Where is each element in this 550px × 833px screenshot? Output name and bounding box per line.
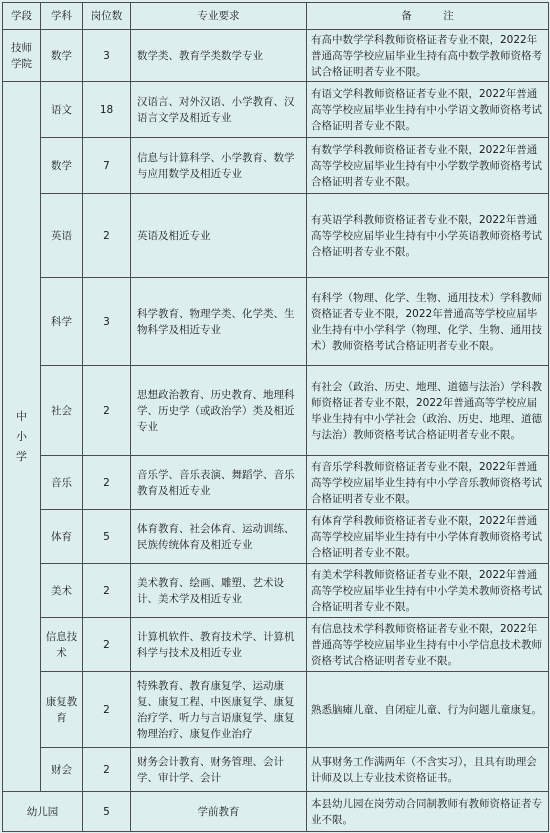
subject-cell: 科学 bbox=[41, 278, 83, 366]
requirement-cell: 特殊教育、教育康复学、运动康复、康复工程、中医康复学、康复治疗学、听力与言语康复学、康复物理治疗、康复作业治疗 bbox=[131, 672, 307, 748]
note-cell: 本县幼儿园在岗劳动合同制教师有教师资格证者专业不限。 bbox=[307, 792, 549, 832]
count-cell: 5 bbox=[83, 510, 131, 564]
table-row bbox=[3, 510, 549, 564]
subject-cell: 社会 bbox=[41, 366, 83, 456]
count-cell: 2 bbox=[83, 194, 131, 278]
subject-cell: 财会 bbox=[41, 748, 83, 792]
table-row bbox=[3, 82, 549, 138]
requirement-cell: 计算机软件、教育技术学、计算机科学与技术及相近专业 bbox=[131, 618, 307, 672]
subject-cell: 美术 bbox=[41, 564, 83, 618]
subject-cell: 康复教育 bbox=[41, 672, 83, 748]
header-count: 岗位数 bbox=[83, 3, 131, 30]
requirement-cell: 体育教育、社会体育、运动训练、民族传统体育及相近专业 bbox=[131, 510, 307, 564]
subject-cell: 体育 bbox=[41, 510, 83, 564]
table-row bbox=[3, 194, 549, 278]
table-row bbox=[3, 30, 549, 82]
stage-char: 中 bbox=[16, 409, 27, 423]
requirement-cell: 财务会计教育、财务管理、会计学、审计学、会计 bbox=[131, 748, 307, 792]
requirement-cell: 汉语言、对外汉语、小学教育、汉语言文学及相近专业 bbox=[131, 82, 307, 138]
requirement-cell: 信息与计算科学、小学教育、数学与应用数学及相近专业 bbox=[131, 138, 307, 194]
subject-cell: 音乐 bbox=[41, 456, 83, 510]
note-cell: 从事财务工作满两年（不含实习），且具有助理会计师及以上专业技术资格证书。 bbox=[307, 748, 549, 792]
requirement-cell: 美术教育、绘画、雕塑、艺术设计、美术学及相近专业 bbox=[131, 564, 307, 618]
count-cell: 3 bbox=[83, 30, 131, 82]
stage-cell bbox=[3, 82, 41, 792]
count-cell: 3 bbox=[83, 278, 131, 366]
note-cell: 有信息技术学科教师资格证者专业不限，2022年普通高等学校应届毕业生持有中小学信息技术教师资格考试合格证明者专业不限。 bbox=[307, 618, 549, 672]
subject-cell: 数学 bbox=[41, 30, 83, 82]
note-cell: 有音乐学科教师资格证者专业不限，2022年普通高等学校应届毕业生持有中小学音乐教师资格考试合格证明者专业不限。 bbox=[307, 456, 549, 510]
table-row bbox=[3, 564, 549, 618]
requirement-cell: 思想政治教育、历史教育、地理科学、历史学（或政治学）类及相近专业 bbox=[131, 366, 307, 456]
stage-cell: 技师学院 bbox=[3, 30, 41, 82]
count-cell: 2 bbox=[83, 366, 131, 456]
table-row bbox=[3, 366, 549, 456]
header-requirement: 专业要求 bbox=[131, 3, 307, 30]
header-subject: 学科 bbox=[41, 3, 83, 30]
stage-cell: 幼儿园 bbox=[3, 792, 83, 832]
note-cell: 熟悉脑瘫儿童、自闭症儿童、行为问题儿童康复。 bbox=[307, 672, 549, 748]
requirement-cell: 英语及相近专业 bbox=[131, 194, 307, 278]
table-header-row bbox=[3, 3, 549, 30]
count-cell: 2 bbox=[83, 564, 131, 618]
note-cell: 有语文学科教师资格证者专业不限，2022年普通高等学校应届毕业生持有中小学语文教师资格考试合格证明者专业不限。 bbox=[307, 82, 549, 138]
subject-cell: 英语 bbox=[41, 194, 83, 278]
stage-char: 学 bbox=[16, 449, 27, 463]
count-cell: 2 bbox=[83, 748, 131, 792]
table-row bbox=[3, 618, 549, 672]
table-row bbox=[3, 792, 549, 832]
note-cell: 有体育学科教师资格证者专业不限，2022年普通高等学校应届毕业生持有中小学体育教师资格考试合格证明者专业不限。 bbox=[307, 510, 549, 564]
note-cell: 有英语学科教师资格证者专业不限，2022年普通高等学校应届毕业生持有中小学英语教师资格考试合格证明者专业不限。 bbox=[307, 194, 549, 278]
table-row bbox=[3, 278, 549, 366]
subject-cell: 数学 bbox=[41, 138, 83, 194]
table-row bbox=[3, 138, 549, 194]
count-cell: 2 bbox=[83, 456, 131, 510]
note-cell: 有科学（物理、化学、生物、通用技术）学科教师资格证者专业不限，2022年普通高等学校应届毕业生持有中小学科学（物理、化学、生物、通用技术）教师资格考试合格证明者专业不限。 bbox=[307, 278, 549, 366]
requirement-cell: 音乐学、音乐表演、舞蹈学、音乐教育及相近专业 bbox=[131, 456, 307, 510]
note-cell: 有社会（政治、历史、地理、道德与法治）学科教师资格证者专业不限，2022年普通高等学校应届毕业生持有中小学社会（政治、历史、地理、道德与法治）教师资格考试合格证明者专业不限。 bbox=[307, 366, 549, 456]
header-stage: 学段 bbox=[3, 3, 41, 30]
note-cell: 有高中数学学科教师资格证者专业不限，2022年普通高等学校应届毕业生持有高中数学教师资格考试合格证明者专业不限。 bbox=[307, 30, 549, 82]
table-row bbox=[3, 672, 549, 748]
requirement-cell: 学前教育 bbox=[131, 792, 307, 832]
count-cell: 18 bbox=[83, 82, 131, 138]
recruitment-table bbox=[2, 2, 549, 832]
table-row bbox=[3, 456, 549, 510]
table-row bbox=[3, 748, 549, 792]
header-note: 备 注 bbox=[307, 3, 549, 30]
stage-char: 小 bbox=[16, 429, 27, 443]
subject-cell: 语文 bbox=[41, 82, 83, 138]
subject-cell: 信息技术 bbox=[41, 618, 83, 672]
count-cell: 7 bbox=[83, 138, 131, 194]
note-cell: 有数学学科教师资格证者专业不限，2022年普通高等学校应届毕业生持有中小学数学教师资格考试合格证明者专业不限。 bbox=[307, 138, 549, 194]
count-cell: 2 bbox=[83, 672, 131, 748]
note-cell: 有美术学科教师资格证者专业不限，2022年普通高等学校应届毕业生持有中小学美术教师资格考试合格证明者专业不限。 bbox=[307, 564, 549, 618]
count-cell: 5 bbox=[83, 792, 131, 832]
requirement-cell: 科学教育、物理学类、化学类、生物科学及相近专业 bbox=[131, 278, 307, 366]
requirement-cell: 数学类、教育学类数学专业 bbox=[131, 30, 307, 82]
count-cell: 2 bbox=[83, 618, 131, 672]
